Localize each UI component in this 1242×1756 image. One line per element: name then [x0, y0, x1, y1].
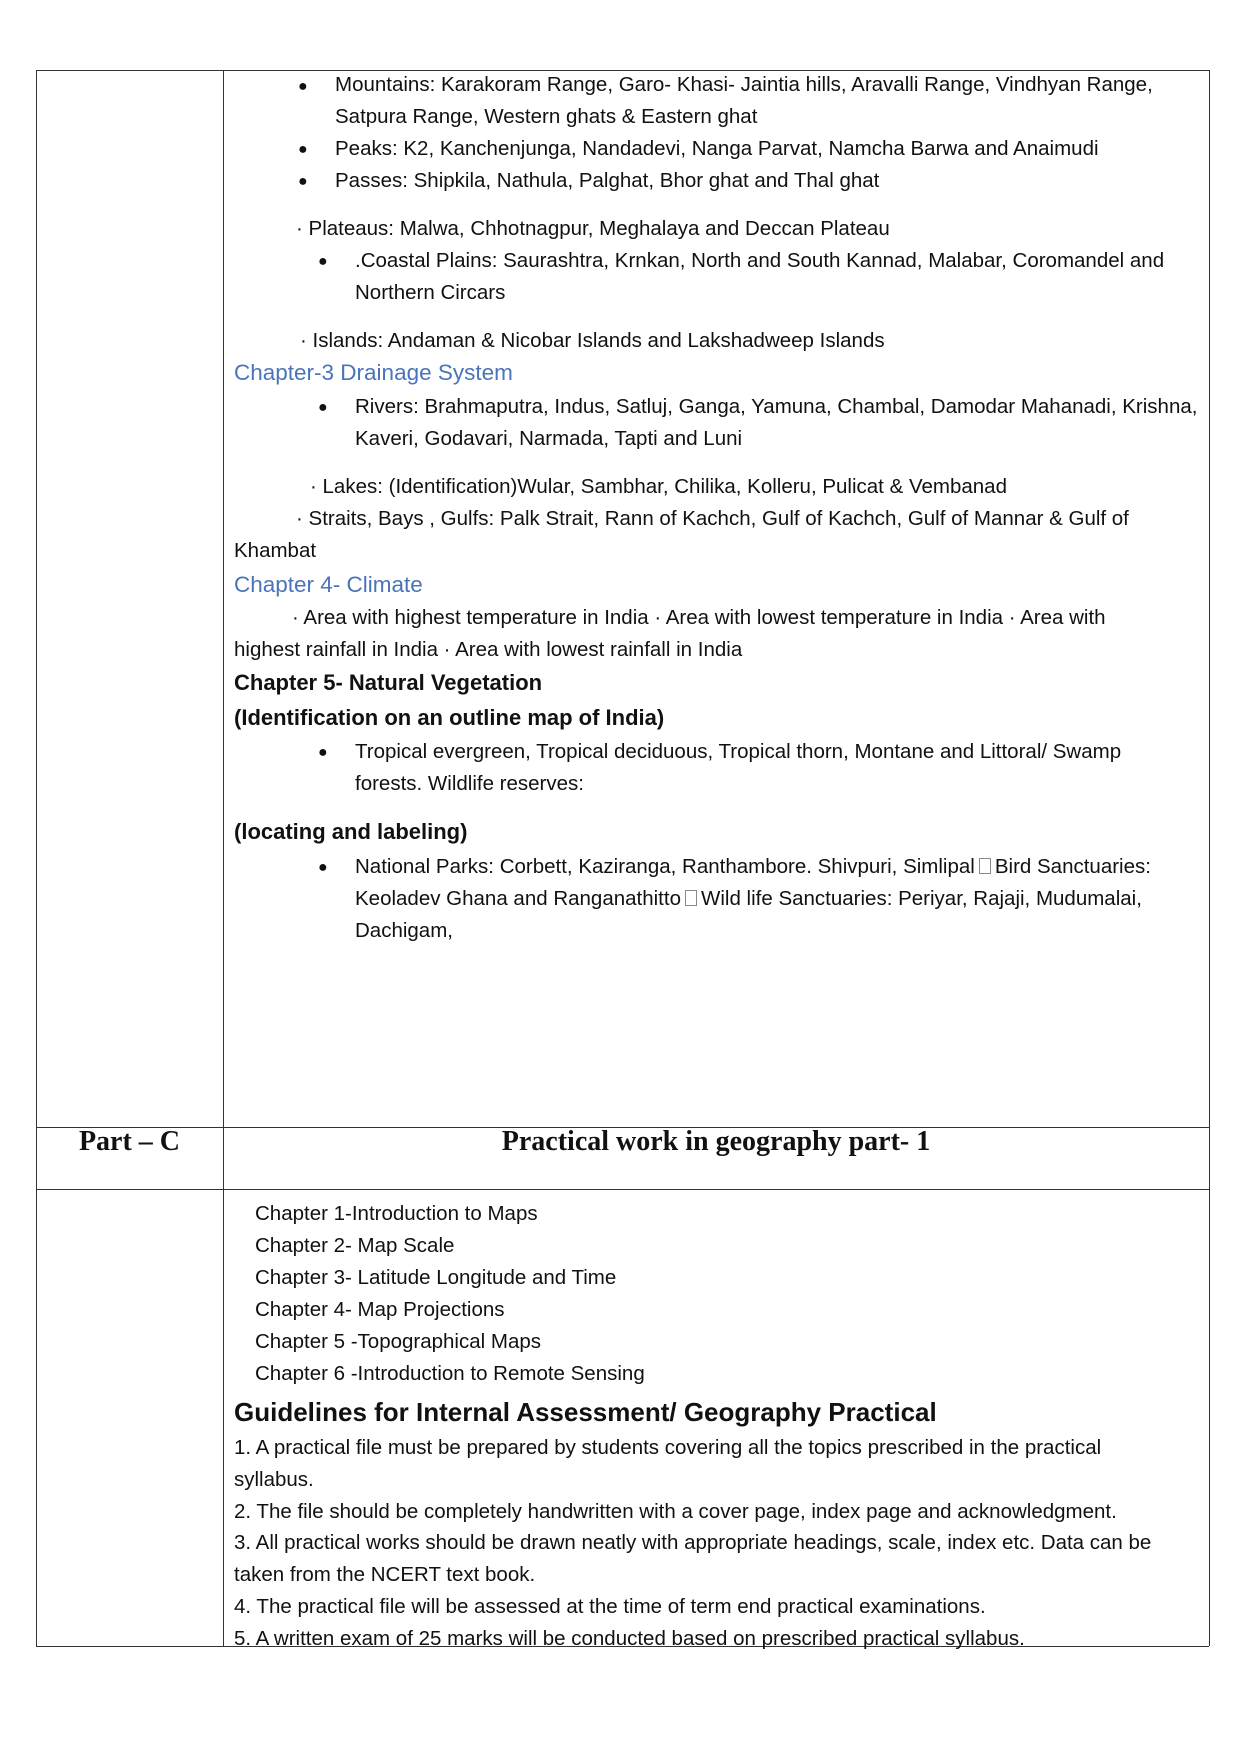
coastal-line-1: .Coastal Plains: Saurashtra, Krnkan, North and South Kannad, Malabar, Coromandel and [355, 249, 1165, 272]
bullet: ● [318, 253, 328, 270]
lakes-line: · Lakes: (Identification)Wular, Sambhar, Chilika, Kolleru, Pulicat & Vembanad [310, 475, 1007, 498]
parks-line-2 [355, 883, 1142, 915]
practical-chapter: Chapter 6 -Introduction to Remote Sensing [255, 1362, 645, 1385]
practical-chapter: Chapter 5 -Topographical Maps [255, 1330, 542, 1353]
locating-heading: (locating and labeling) [234, 819, 468, 844]
straits-line-1: · Straits, Bays , Gulfs: Palk Strait, Rann of Kachch, Gulf of Kachch, Gulf of Mannar & Gulf of [296, 507, 1129, 530]
guideline-1-line-2: syllabus. [234, 1468, 314, 1491]
parks-line-1 [355, 851, 1151, 883]
guideline-2: 2. The file should be completely handwritten with a cover page, index page and acknowledgment. [234, 1500, 1117, 1523]
table-border-right [1209, 70, 1210, 1646]
guideline-1-line-1: 1. A practical file must be prepared by students covering all the topics prescribed in the practical [234, 1436, 1102, 1459]
climate-line-1: · Area with highest temperature in India · Area with lowest temperature in India · Area with [292, 606, 1106, 629]
islands-line: · Islands: Andaman & Nicobar Islands and Lakshadweep Islands [300, 329, 885, 352]
guideline-3-line-1: 3. All practical works should be drawn neatly with appropriate headings, scale, index etc. Data can be [234, 1531, 1152, 1554]
plateaus-line: · Plateaus: Malwa, Chhotnagpur, Meghalaya and Deccan Plateau [296, 217, 890, 240]
rivers-line-1: Rivers: Brahmaputra, Indus, Satluj, Ganga, Yamuna, Chambal, Damodar Mahanadi, Krishna, [355, 395, 1198, 418]
bullet: ● [298, 141, 308, 158]
parks-line-1-b: Bird Sanctuaries: [994, 855, 1151, 878]
part-c-title: Practical work in geography part- 1 [501, 1126, 931, 1157]
table-column-divider [223, 70, 224, 1646]
chapter-4-heading: Chapter 4- Climate [234, 572, 423, 597]
mountains-line-1: Mountains: Karakoram Range, Garo- Khasi- Jaintia hills, Aravalli Range, Vindhyan Range, [335, 73, 1153, 96]
forests-line-1: Tropical evergreen, Tropical deciduous, Tropical thorn, Montane and Littoral/ Swamp [355, 740, 1122, 763]
climate-line-2: highest rainfall in India · Area with lowest rainfall in India [234, 638, 743, 661]
bullet: ● [298, 173, 308, 190]
chapter-5-subheading: (Identification on an outline map of India) [234, 705, 665, 730]
guideline-3-line-2: taken from the NCERT text book. [234, 1563, 536, 1586]
chapter-5-heading: Chapter 5- Natural Vegetation [234, 670, 543, 695]
practical-chapter: Chapter 2- Map Scale [255, 1234, 455, 1257]
parks-line-3: Dachigam, [355, 919, 453, 942]
straits-line-2: Khambat [234, 539, 317, 562]
peaks-line: Peaks: K2, Kanchenjunga, Nandadevi, Nanga Parvat, Namcha Barwa and Anaimudi [335, 137, 1099, 160]
part-c-label: Part – C [78, 1126, 181, 1157]
mountains-line-2: Satpura Range, Western ghats & Eastern ghat [335, 105, 758, 128]
passes-line: Passes: Shipkila, Nathula, Palghat, Bhor ghat and Thal ghat [335, 169, 880, 192]
rivers-line-2: Kaveri, Godavari, Narmada, Tapti and Luni [355, 427, 743, 450]
parks-line-1-a: National Parks: Corbett, Kaziranga, Ranthambore. Shivpuri, Simlipal [355, 855, 975, 878]
part-c-row-bottom [36, 1189, 1209, 1190]
guideline-4: 4. The practical file will be assessed at the time of term end practical examinations. [234, 1595, 986, 1618]
missing-glyph-box-icon [979, 858, 991, 874]
missing-glyph-box-icon [685, 890, 697, 906]
table-border-left [36, 70, 37, 1646]
practical-chapter: Chapter 1-Introduction to Maps [255, 1202, 538, 1225]
bullet: ● [318, 399, 328, 416]
guidelines-heading: Guidelines for Internal Assessment/ Geography Practical [234, 1397, 937, 1427]
chapter-3-heading: Chapter-3 Drainage System [234, 360, 513, 385]
practical-chapter: Chapter 4- Map Projections [255, 1298, 505, 1321]
bullet: ● [318, 744, 328, 761]
forests-line-2: forests. Wildlife reserves: [355, 772, 584, 795]
coastal-line-2: Northern Circars [355, 281, 506, 304]
bullet: ● [298, 78, 308, 95]
bullet: ● [318, 859, 328, 876]
practical-chapter: Chapter 3- Latitude Longitude and Time [255, 1266, 617, 1289]
guideline-5: 5. A written exam of 25 marks will be conducted based on prescribed practical syllabus. [234, 1627, 1025, 1650]
parks-line-2-b: Wild life Sanctuaries: Periyar, Rajaji, Mudumalai, [700, 887, 1142, 910]
parks-line-2-a: Keoladev Ghana and Ranganathitto [355, 887, 681, 910]
